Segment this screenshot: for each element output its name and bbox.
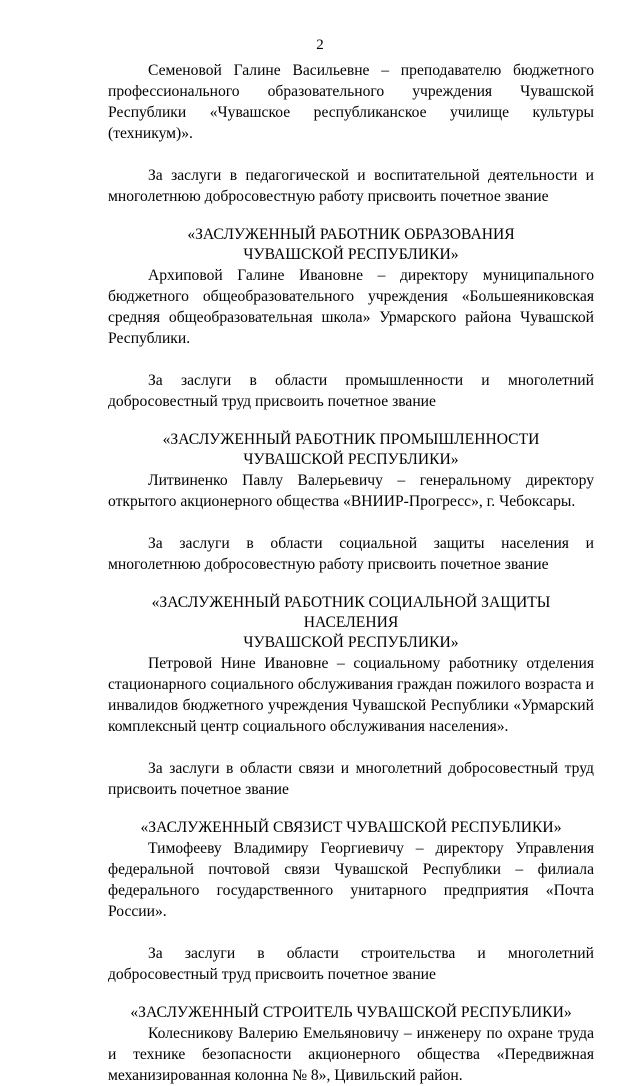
award-intro: За заслуги в педагогической и воспитательной деятельности и многолетнюю добросовестную работу присвоить почетное звание bbox=[108, 167, 594, 205]
award-title-line: ЧУВАШСКОЙ РЕСПУБЛИКИ» bbox=[243, 246, 459, 263]
award-block-social-protection bbox=[108, 533, 594, 758]
award-title bbox=[108, 1003, 594, 1023]
recipient-paragraph: Литвиненко Павлу Валерьевичу – генеральному директору открытого акционерного общества «ВНИИР-Прогресс», г. Чебоксары. bbox=[108, 472, 594, 510]
award-intro: За заслуги в области строительства и многолетний добросовестный труд присвоить почетное звание bbox=[108, 945, 594, 983]
recipient-paragraph: Колесникову Валерию Емельяновичу – инженеру по охране труда и технике безопасности акционерного общества «Передвижная механизированная колонна № 8», Цивильский район. bbox=[108, 1025, 594, 1084]
award-title bbox=[108, 593, 594, 653]
page-number: 2 bbox=[316, 37, 324, 53]
award-title bbox=[108, 430, 594, 470]
award-block-construction bbox=[108, 943, 594, 1086]
award-intro: За заслуги в области промышленности и многолетний добросовестный труд присвоить почетное звание bbox=[108, 372, 594, 410]
award-title-line: «ЗАСЛУЖЕННЫЙ РАБОТНИК ОБРАЗОВАНИЯ bbox=[187, 226, 515, 243]
award-title-line: ЧУВАШСКОЙ РЕСПУБЛИКИ» bbox=[243, 451, 459, 468]
award-block-industry bbox=[108, 370, 594, 533]
award-title-line: «ЗАСЛУЖЕННЫЙ СВЯЗИСТ ЧУВАШСКОЙ РЕСПУБЛИКИ» bbox=[140, 819, 562, 836]
recipient-paragraph: Тимофееву Владимиру Георгиевичу – директору Управления федеральной почтовой связи Чувашской Республики – филиала федерального государственного унитарного предприятия «Почта России». bbox=[108, 840, 594, 920]
award-intro: За заслуги в области связи и многолетний добросовестный труд присвоить почетное звание bbox=[108, 760, 594, 798]
award-block-education bbox=[108, 165, 594, 370]
recipient-paragraph: Петровой Нине Ивановне – социальному работнику отделения стационарного социального обслуживания граждан пожилого возраста и инвалидов бюджетного учреждения Чувашской Республики «Урмарский комплексный центр социального обслуживания населения». bbox=[108, 655, 594, 735]
award-intro: За заслуги в области социальной защиты населения и многолетнюю добросовестную работу присвоить почетное звание bbox=[108, 535, 594, 573]
award-title bbox=[108, 225, 594, 265]
award-title-line: «ЗАСЛУЖЕННЫЙ СТРОИТЕЛЬ ЧУВАШСКОЙ РЕСПУБЛИКИ» bbox=[130, 1004, 572, 1021]
award-block-communications bbox=[108, 758, 594, 943]
award-title-line: «ЗАСЛУЖЕННЫЙ РАБОТНИК ПРОМЫШЛЕННОСТИ bbox=[162, 431, 540, 448]
award-title-line: «ЗАСЛУЖЕННЫЙ РАБОТНИК СОЦИАЛЬНОЙ ЗАЩИТЫ НАСЕЛЕНИЯ bbox=[151, 594, 551, 631]
award-title-line: ЧУВАШСКОЙ РЕСПУБЛИКИ» bbox=[243, 634, 459, 651]
document-body bbox=[108, 60, 594, 1086]
recipient-paragraph: Архиповой Галине Ивановне – директору муниципального бюджетного общеобразовательного учреждения «Большеяниковская средняя общеобразовательная школа» Урмарского района Чувашской Республики. bbox=[108, 267, 594, 347]
recipient-paragraph: Семеновой Галине Васильевне – преподавателю бюджетного профессионального образовательного учреждения Чувашской Республики «Чувашское республиканское училище культуры (техникум)». bbox=[108, 62, 594, 142]
award-title bbox=[108, 818, 594, 838]
